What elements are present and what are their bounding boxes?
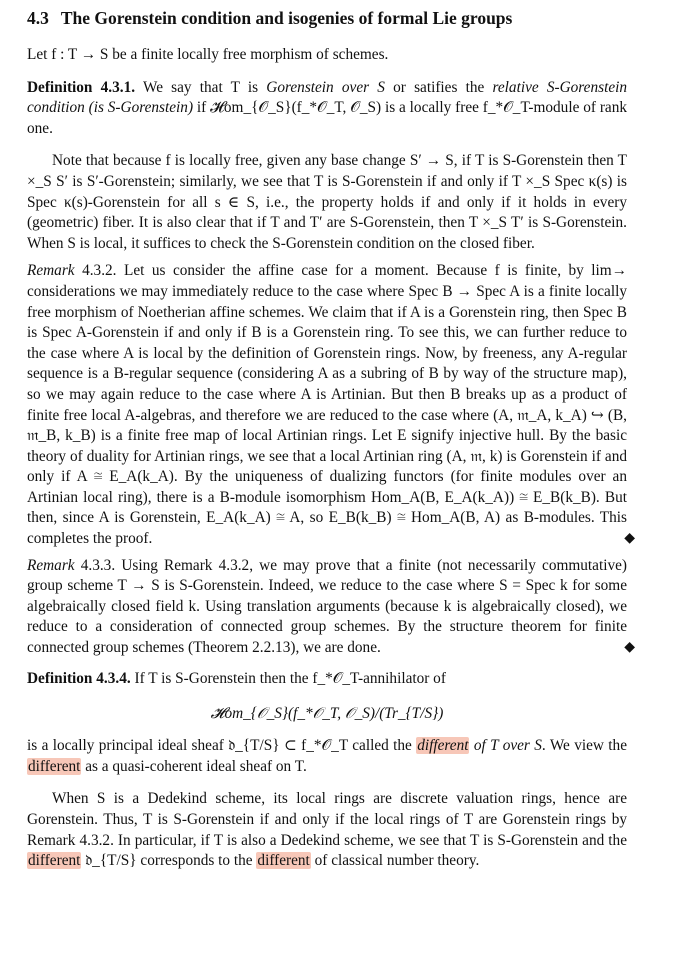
section-heading xyxy=(27,6,627,30)
definition-label: Definition 4.3.4. xyxy=(27,669,131,687)
definition-term-relative: relative S-Gorenstein condition (is S-Gorenstein) xyxy=(27,78,628,117)
highlight-different: different xyxy=(257,852,310,870)
section-number: 4.3 xyxy=(27,8,49,28)
remark-label: Remark xyxy=(27,556,75,574)
section-title: The Gorenstein condition and isogenies of formal Lie groups xyxy=(60,8,513,28)
different-text-a: is a locally principal ideal sheaf 𝔡_{T/S} ⊂ f_*𝒪_T called the xyxy=(27,737,417,755)
different-definition-paragraph xyxy=(27,736,627,777)
definition-text-e: if 𝓗om_{𝒪_S}(f_*𝒪_T, 𝒪_S) is a locally free f_*𝒪_T-module of rank one. xyxy=(27,99,627,137)
definition-text-c: or satifies the xyxy=(384,78,493,96)
different-text-d: as a quasi-coherent ideal sheaf on T. xyxy=(81,757,307,775)
definition-text-a: We say that T is xyxy=(135,78,267,96)
remark-number: 4.3.2. xyxy=(74,262,117,280)
highlight-different: different xyxy=(28,852,81,870)
definition-label: Definition 4.3.1. xyxy=(27,78,136,96)
dedekind-text-a: When S is a Dedekind scheme, its local rings are discrete valuation rings, hence are Gorenstein. Thus, T is S-Gorenstein if and only if the local rings of T are Gorenstein rings by Remark 4.3.2. In particular, if T is also a Dedekind scheme, we see that T is S-Gorenstein and the xyxy=(27,790,627,849)
paragraph-base-change: Note that because f is locally free, given any base change S′ → S, if T is S-Gorenstein then T ×_S S′ is S′-Gorenstein; similarly, we see that T is S-Gorenstein if and only if T ×_S Spec κ(s) is Spec κ(s)-Gorenstein for all s ∈ S, i.e., the property holds if and only if it holds in every (geometric) fiber. It is also clear that if T and T′ are S-Gorenstein, then T ×_S T′ is S-Gorenstein. When S is local, it suffices to check the S-Gorenstein condition on the closed fiber. xyxy=(27,152,627,252)
definition-4-3-1 xyxy=(27,78,627,140)
remark-text: Using Remark 4.3.2, we may prove that a finite (not necessarily commutative) group scheme T → S is S-Gorenstein. Indeed, we reduce to the case where S = Spec k for some algebraically closed field k. Using translation arguments (because k is algebraically closed), we reduce to a consideration of connected group schemes. By the structure theorem for finite connected group schemes (Theorem 2.2.13), we are done. xyxy=(27,556,627,657)
different-text-c: . We view the xyxy=(541,737,627,755)
dedekind-text-c: of classical number theory. xyxy=(310,852,480,870)
remark-label: Remark xyxy=(27,262,75,280)
dedekind-text-b: 𝔡_{T/S} corresponds to the xyxy=(81,852,257,870)
definition-4-3-4 xyxy=(27,669,627,690)
remark-text: Let us consider the affine case for a moment. Because f is finite, by lim→ considerations we may immediately reduce to the case where Spec B → Spec A is a finite locally free morphism of Noetherian affine schemes. We claim that if A is a Gorenstein ring, then Spec B is Spec A-Gorenstein if and only if B is a Gorenstein ring. To see this, we can further reduce to the case where A is local by the definition of Gorenstein rings. Now, by freeness, any A-regular sequence is a B-regular sequence (considering A as a subring of B by way of the structure map), so we may again reduce to the case where A is Artinian. But then B breaks up as a product of finite free local A-algebras, and therefore we are reduced to the case where (A, 𝔪_A, k_A) ↪ (B, 𝔪_B, k_B) is a finite free map of local Artinian rings. Let E signify injective hull. By the basic theory of duality for Artinian rings, we see that a local Artinian ring (A, 𝔪, k) is Gorenstein if and only if A ≅ E_A(k_A). By the uniqueness of dualizing functors (for finite modules over an Artinian local ring), there is a B-module isomorphism Hom_A(B, E_A(k_A)) ≅ E_B(k_B). But then, since A is Gorenstein, E_A(k_A) ≅ A, so E_B(k_B) ≅ Hom_A(B, A) as B-modules. This completes the proof. xyxy=(27,262,627,548)
highlight-different: different xyxy=(28,757,81,775)
definition-text: If T is S-Gorenstein then the f_*𝒪_T-annihilator of xyxy=(130,669,446,687)
remark-4-3-2 xyxy=(27,261,635,549)
remark-number: 4.3.3. xyxy=(74,556,116,574)
remark-4-3-3 xyxy=(27,556,635,659)
qed-diamond-icon: ◆ xyxy=(624,530,635,546)
paragraph-dedekind xyxy=(27,789,627,871)
display-equation: 𝓗om_{𝒪_S}(f_*𝒪_T, 𝒪_S)/(Tr_{T/S}) xyxy=(210,705,444,723)
qed-diamond-icon: ◆ xyxy=(624,639,635,655)
intro-paragraph: Let f : T → S be a finite locally free morphism of schemes. xyxy=(27,46,389,63)
paper-page xyxy=(27,6,635,872)
highlight-different: different xyxy=(417,737,469,755)
different-text-b: of T over S xyxy=(469,737,542,755)
definition-term-gorenstein: Gorenstein over S xyxy=(266,78,385,96)
